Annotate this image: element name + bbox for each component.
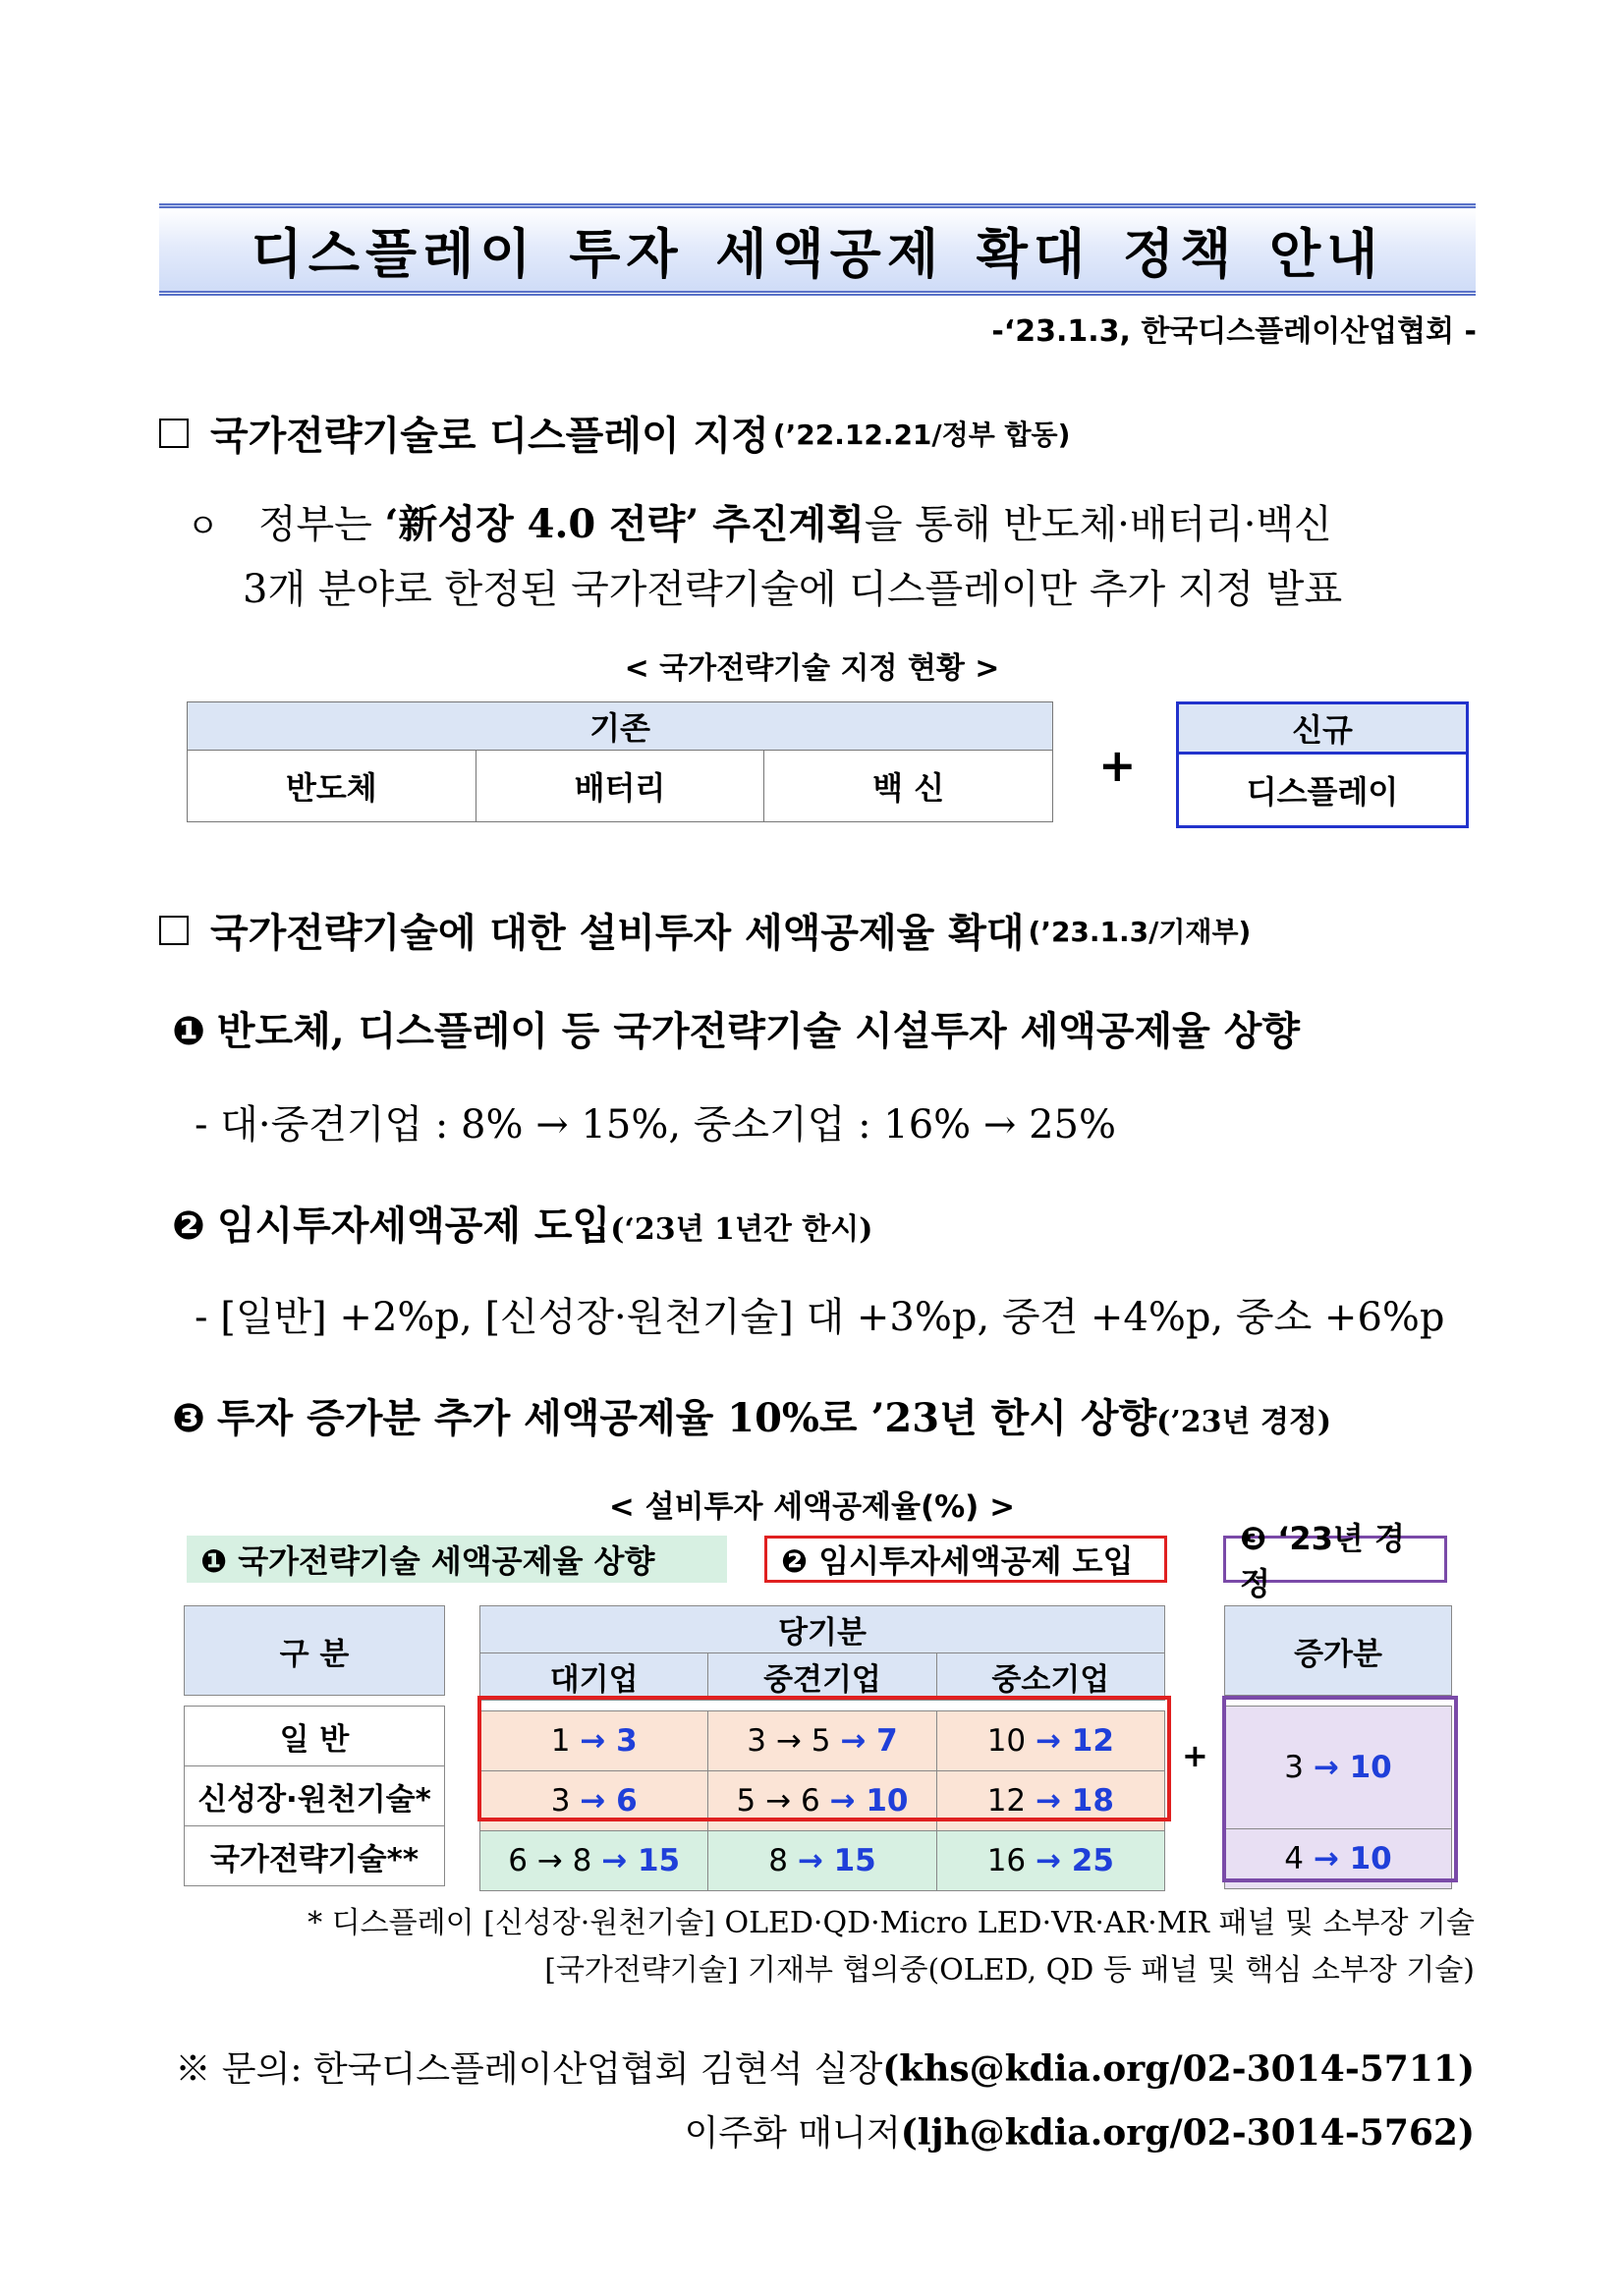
title-banner — [159, 203, 1476, 296]
tag-2023-revision: ❸ ‘23년 경정 — [1223, 1536, 1447, 1583]
checkbox-icon — [159, 916, 189, 945]
item3-marker: ❸ — [172, 1396, 205, 1441]
col-mid: 중견기업 — [708, 1653, 936, 1701]
rate-cell-newgrowth-small: 12 → 18 — [936, 1771, 1164, 1831]
line1-part-a: 정부는 — [257, 502, 385, 547]
rate-cell-newgrowth-mid: 5 → 6 → 10 — [708, 1771, 936, 1831]
line1-part-c: 을 통해 반도체·배터리·백신 — [864, 502, 1332, 547]
footnote-2: [국가전략기술] 기재부 협의중(OLED, QD 등 패널 및 핵심 소부장 기술) — [544, 1953, 1475, 1988]
item3-note: (’23년 경정) — [1156, 1405, 1332, 1439]
rate-cell-strategic-mid: 8 → 15 — [708, 1831, 936, 1891]
table1-caption: < 국가전략기술 지정 현황 > — [624, 651, 1000, 686]
item3 — [172, 1387, 1331, 1443]
section2-heading — [159, 902, 1251, 958]
bullet-marker: ㅇ — [187, 507, 219, 546]
existing-tech-table — [187, 701, 1053, 822]
new-tech-table — [1176, 701, 1469, 828]
rate-cell-strategic-large: 6 → 8 → 15 — [480, 1831, 708, 1891]
table2-caption: < 설비투자 세액공제율(%) > — [608, 1489, 1016, 1525]
existing-item: 백 신 — [764, 751, 1053, 822]
tag-strategic-rate: ❶ 국가전략기술 세액공제율 상향 — [187, 1536, 727, 1583]
item1-text: 반도체, 디스플레이 등 국가전략기술 시설투자 세액공제율 상향 — [216, 1008, 1300, 1054]
new-item: 디스플레이 — [1178, 754, 1468, 827]
item1 — [172, 1000, 1300, 1056]
item3-text: 투자 증가분 추가 세액공제율 10%로 ’23년 한시 상향 — [216, 1395, 1157, 1441]
item2-marker: ❷ — [172, 1204, 205, 1249]
line1-part-b: ‘新성장 4.0 전략’ 추진계획 — [384, 501, 865, 547]
row-label: 신성장·원천기술* — [185, 1766, 445, 1826]
col-current: 당기분 — [480, 1606, 1165, 1653]
category-column — [184, 1605, 445, 1886]
rate-cell-general-mid: 3 → 5 → 7 — [708, 1711, 936, 1771]
item1-marker: ❶ — [172, 1009, 205, 1054]
increase-cell-top: 3 → 10 — [1225, 1707, 1452, 1829]
existing-item: 반도체 — [188, 751, 476, 822]
existing-item: 배터리 — [476, 751, 764, 822]
new-header: 신규 — [1178, 703, 1468, 754]
item2-note: (‘23년 1년간 한시) — [610, 1212, 873, 1247]
col-category: 구 분 — [185, 1606, 445, 1696]
section2-heading-note: (’23.1.3/기재부) — [1028, 915, 1252, 948]
contact-line-2 — [685, 2105, 1475, 2156]
contact-line-1 — [175, 2042, 1475, 2092]
section1-heading-note: (’22.12.21/정부 합동) — [772, 418, 1071, 451]
contact-name-1: ※ 문의: 한국디스플레이산업협회 김현석 실장 — [175, 2049, 883, 2090]
tag-temporary-credit: ❷ 임시투자세액공제 도입 — [764, 1536, 1167, 1583]
revision-highlight — [1222, 1696, 1458, 1882]
spacer — [185, 1696, 445, 1707]
plus-sign: + — [1182, 1737, 1208, 1774]
section1-heading — [159, 405, 1070, 461]
rate-cell-newgrowth-large: 3 → 6 — [480, 1771, 708, 1831]
temporary-credit-highlight — [477, 1696, 1171, 1821]
section1-heading-text: 국가전략기술로 디스플레이 지정 — [210, 414, 769, 459]
col-increase: 증가분 — [1225, 1606, 1452, 1696]
row-label: 국가전략기술** — [185, 1826, 445, 1886]
item2-detail: - [일반] +2%p, [신성장·원천기술] 대 +3%p, 중견 +4%p, 중소 +6%p — [195, 1295, 1445, 1340]
plus-sign: + — [1098, 739, 1137, 792]
col-small: 중소기업 — [936, 1653, 1164, 1701]
item1-detail: - 대·중견기업 : 8% → 15%, 중소기업 : 16% → 25% — [195, 1102, 1117, 1148]
col-large: 대기업 — [480, 1653, 708, 1701]
rate-cell-general-small: 10 → 12 — [936, 1711, 1164, 1771]
existing-header: 기존 — [188, 702, 1053, 751]
increase-cell-bottom: 4 → 10 — [1225, 1829, 1452, 1889]
section2-heading-text: 국가전략기술에 대한 설비투자 세액공제율 확대 — [210, 911, 1025, 956]
section1-line1 — [187, 493, 1332, 549]
row-label: 일 반 — [185, 1707, 445, 1766]
issuer-date: -‘23.1.3, 한국디스플레이산업협회 - — [991, 314, 1477, 349]
contact-name-2: 이주화 매니저 — [684, 2113, 901, 2154]
rate-cell-strategic-small: 16 → 25 — [936, 1831, 1164, 1891]
contact-info-1: (khs@kdia.org/02-3014-5711) — [882, 2048, 1475, 2090]
footnote-1: * 디스플레이 [신성장·원천기술] OLED·QD·Micro LED·VR·AR·MR 패널 및 소부장 기술 — [308, 1906, 1475, 1940]
section1-line2: 3개 분야로 한정된 국가전략기술에 디스플레이만 추가 지정 발표 — [243, 567, 1343, 612]
item2 — [172, 1195, 872, 1251]
rate-cell-general-large: 1 → 3 — [480, 1711, 708, 1771]
page-title: 디스플레이 투자 세액공제 확대 정책 안내 — [251, 222, 1384, 285]
item2-text: 임시투자세액공제 도입 — [216, 1203, 611, 1249]
checkbox-icon — [159, 419, 189, 448]
contact-info-2: (ljh@kdia.org/02-3014-5762) — [900, 2112, 1475, 2154]
